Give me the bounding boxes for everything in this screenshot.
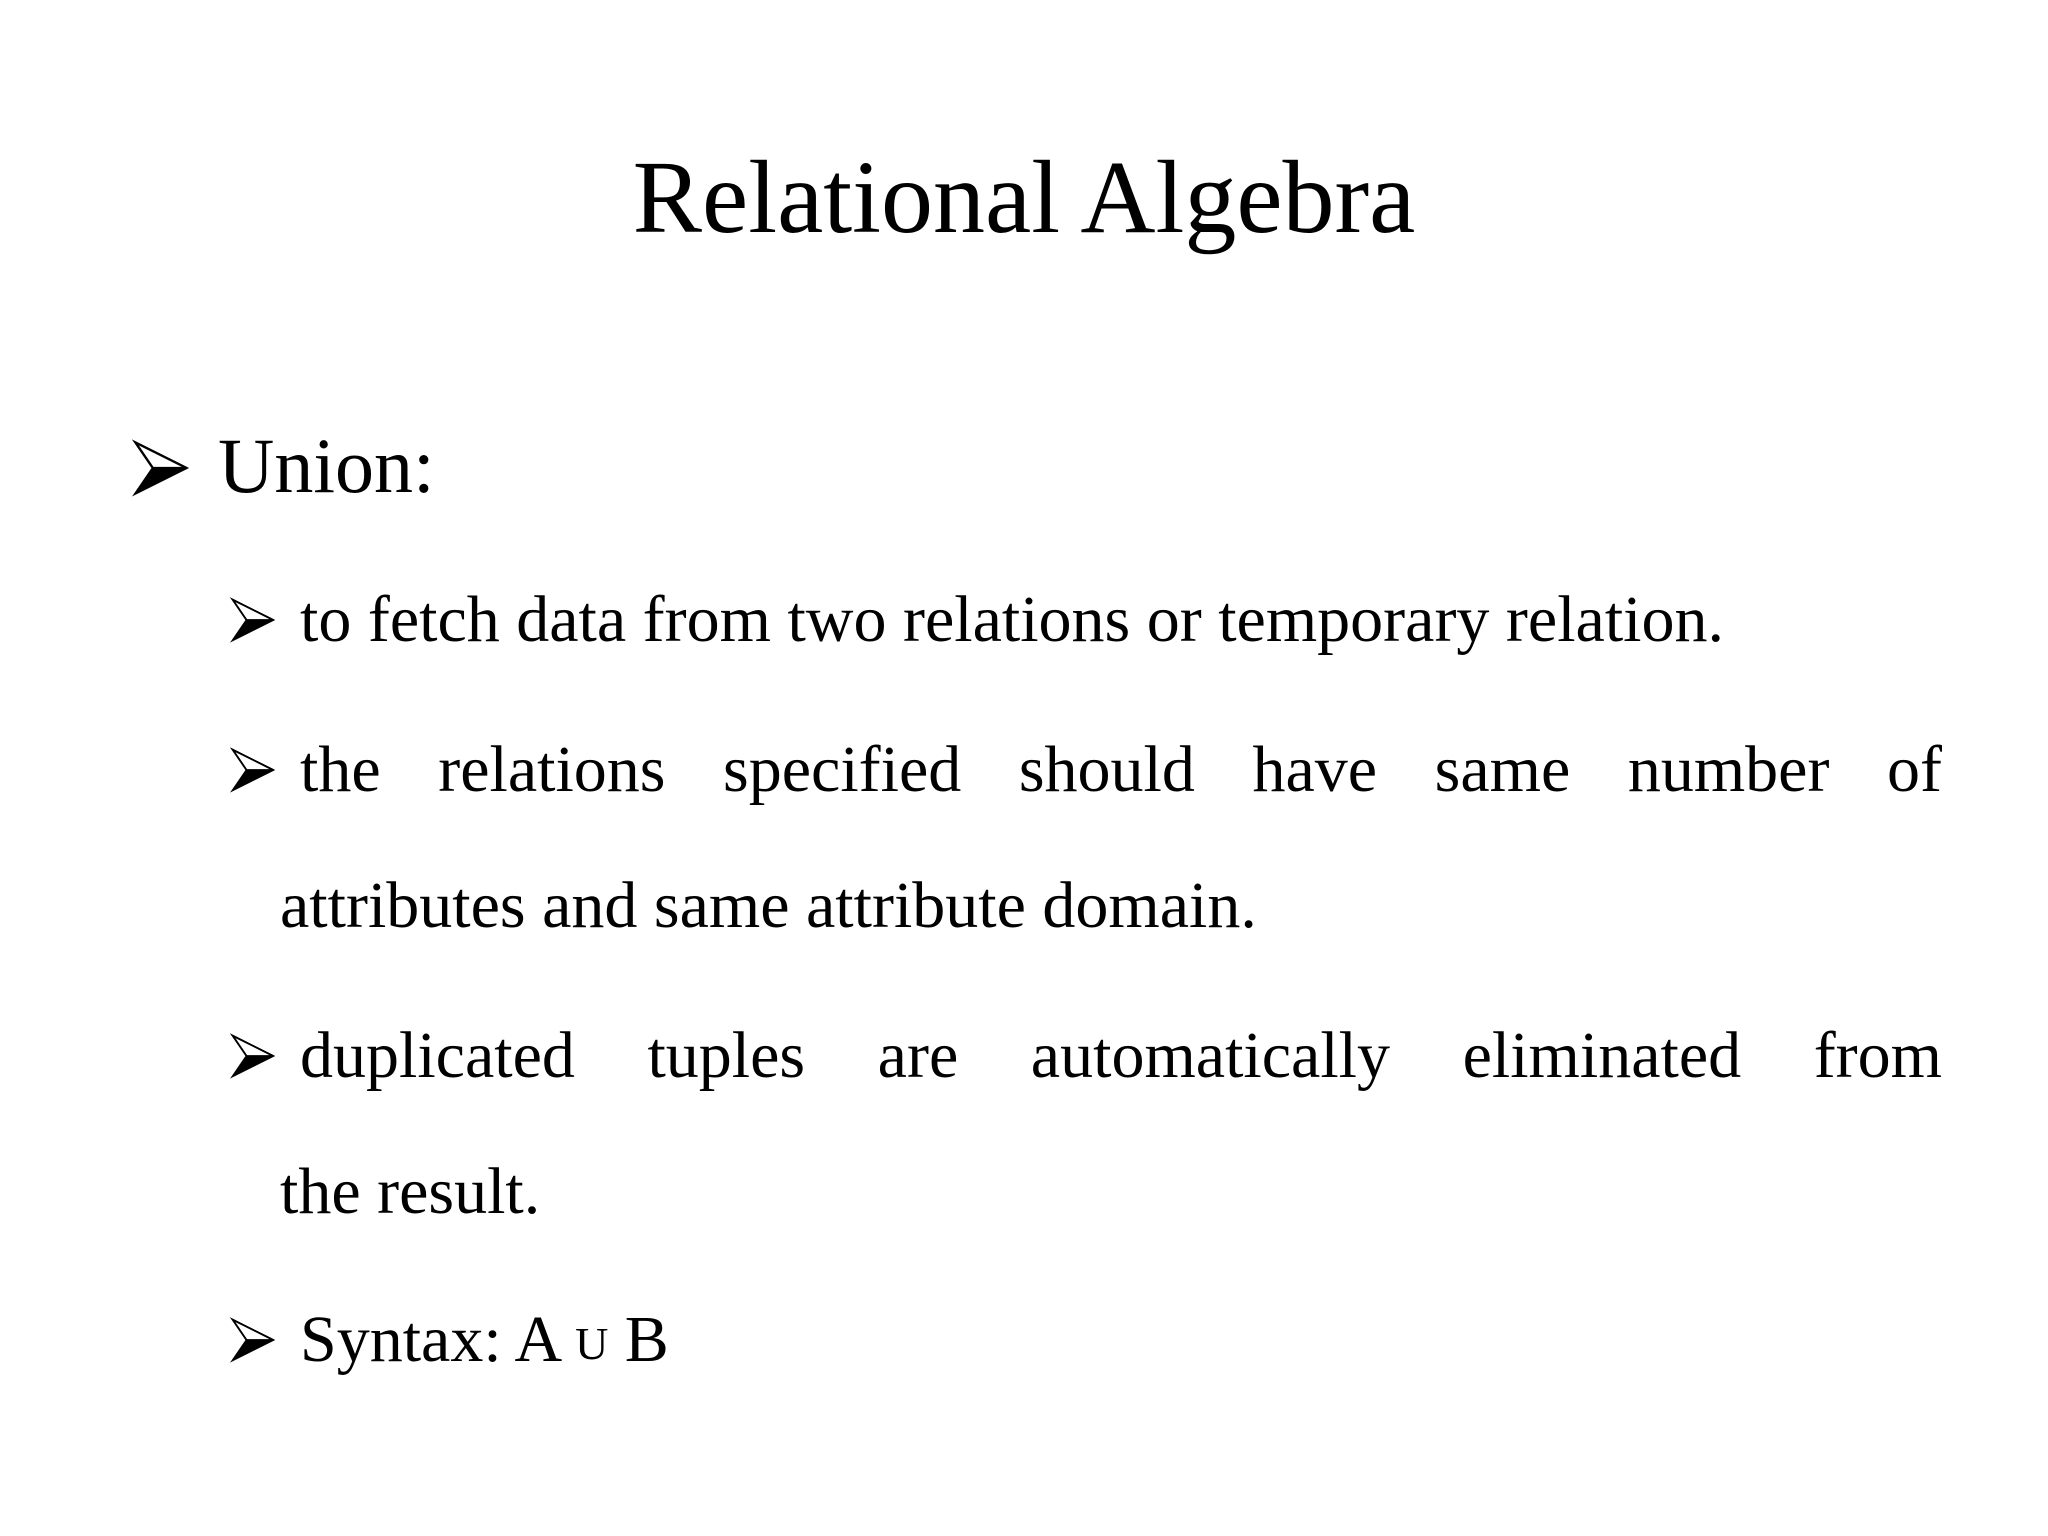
sub-bullet-continuation: the result.	[280, 1155, 541, 1228]
sub-bullet-same-attributes	[230, 702, 1942, 974]
arrowhead-bullet-icon	[230, 747, 276, 793]
syntax-prefix: Syntax: A	[300, 1303, 576, 1376]
arrowhead-bullet-icon	[132, 439, 190, 497]
sub-bullet-duplicates	[230, 988, 1942, 1260]
arrowhead-bullet-icon	[230, 597, 276, 643]
arrowhead-bullet-icon	[230, 1033, 276, 1079]
sub-bullet-syntax	[230, 1272, 1942, 1414]
bullet-union	[132, 418, 435, 514]
sub-bullet-text: the relations specified should have same number of	[300, 733, 1942, 806]
sub-bullet-fetch-data	[230, 552, 1942, 688]
sub-bullet-text: to fetch data from two relations or temporary relation.	[300, 583, 1724, 656]
arrowhead-bullet-icon	[230, 1317, 276, 1363]
syntax-suffix: B	[608, 1303, 669, 1376]
bullet-union-label: Union:	[218, 422, 435, 509]
slide-title: Relational Algebra	[632, 140, 1416, 255]
union-symbol: U	[575, 1318, 609, 1369]
sub-bullet-text: duplicated tuples are automatically eliminated from	[300, 1019, 1942, 1092]
sub-bullet-continuation: attributes and same attribute domain.	[280, 869, 1257, 942]
